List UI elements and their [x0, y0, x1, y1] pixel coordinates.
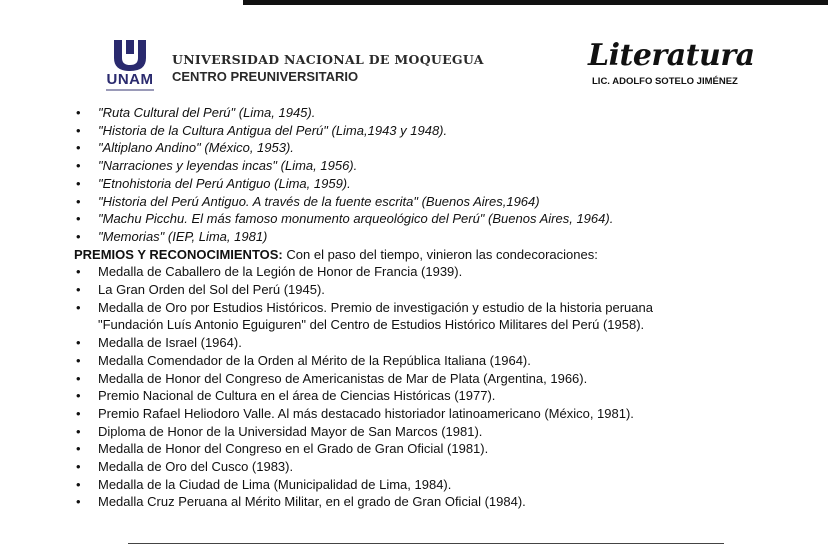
award-line: • Diploma de Honor de la Universidad Mayor de San Marcos (1981).: [98, 423, 483, 439]
subject-title: Literatura: [588, 38, 755, 73]
award-line: • Medalla de Honor del Congreso en el Grado de Gran Oficial (1981).: [98, 441, 489, 457]
award-line: • Medalla de Israel (1964).: [98, 335, 242, 351]
logo-underline: [106, 89, 154, 91]
award-item: [74, 440, 774, 458]
award-item: [74, 281, 774, 299]
work-detail: (Lima, 1956).: [277, 158, 358, 174]
work-title: "Ruta Cultural del Perú": [98, 105, 236, 120]
work-detail: (Lima,1943 y 1948).: [327, 122, 448, 138]
center-name: CENTRO PREUNIVERSITARIO: [172, 69, 359, 84]
award-line: • Medalla de Oro por Estudios Históricos. Premio de investigación y estudio de la historia peruana: [98, 299, 653, 315]
awards-intro: Con el paso del tiempo, vinieron las condecoraciones:: [282, 246, 598, 262]
top-rule: [243, 0, 828, 5]
unam-logo: [100, 38, 160, 94]
award-item: [74, 423, 774, 441]
work-detail: (IEP, Lima, 1981): [164, 228, 268, 244]
work-item: [74, 122, 774, 140]
work-detail: (Lima, 1945).: [235, 105, 316, 120]
work-title: "Narraciones y leyendas incas": [98, 158, 278, 174]
award-item: [74, 405, 774, 423]
work-title: "Memorias": [98, 228, 165, 244]
bottom-rule: [128, 543, 724, 544]
award-item: [74, 458, 774, 476]
work-item: [74, 104, 774, 122]
work-detail: (Lima, 1959).: [270, 175, 351, 191]
award-line: "Fundación Luís Antonio Eguiguren" del Centro de Estudios Histórico Militares del Perú (1958).: [98, 317, 645, 333]
awards-heading-line: [74, 246, 774, 264]
award-line: • Premio Nacional de Cultura en el área de Ciencias Históricas (1977).: [98, 388, 496, 404]
work-title: "Historia del Perú Antiguo. A través de la fuente escrita": [98, 193, 418, 209]
work-title: "Altiplano Andino": [98, 140, 201, 156]
work-item: [74, 193, 774, 211]
award-item: [74, 299, 774, 334]
award-line: • La Gran Orden del Sol del Perú (1945).: [98, 282, 325, 298]
award-line: • Medalla de Oro del Cusco (1983).: [98, 459, 294, 475]
work-title: "Machu Picchu. El más famoso monumento arqueológico del Perú": [98, 211, 485, 227]
award-item: [74, 387, 774, 405]
work-detail: (Buenos Aires,1964): [417, 193, 540, 209]
university-name: UNIVERSIDAD NACIONAL DE MOQUEGUA: [172, 52, 484, 67]
work-detail: (México, 1953).: [200, 140, 294, 156]
work-title: "Historia de la Cultura Antigua del Perú": [98, 122, 328, 138]
award-line: • Medalla Cruz Peruana al Mérito Militar, en el grado de Gran Oficial (1984).: [98, 494, 526, 510]
teacher-name: LIC. ADOLFO SOTELO JIMÉNEZ: [592, 76, 738, 87]
award-item: [74, 493, 774, 511]
award-line: • Medalla Comendador de la Orden al Mérito de la República Italiana (1964).: [98, 352, 531, 368]
work-detail: (Buenos Aires, 1964).: [484, 211, 614, 227]
logo-text: UNAM: [106, 71, 154, 88]
award-item: [74, 352, 774, 370]
document-body: [74, 104, 774, 511]
work-item: [74, 175, 774, 193]
awards-heading: PREMIOS Y RECONOCIMIENTOS:: [74, 246, 283, 262]
work-item: [74, 139, 774, 157]
award-item: [74, 370, 774, 388]
award-item: [74, 476, 774, 494]
unam-emblem-icon: [112, 38, 148, 72]
awards-list: [74, 263, 774, 511]
award-line: • Medalla de Honor del Congreso de Americanistas de Mar de Plata (Argentina, 1966).: [98, 370, 588, 386]
award-line: • Medalla de la Ciudad de Lima (Municipalidad de Lima, 1984).: [98, 476, 452, 492]
award-item: [74, 263, 774, 281]
work-item: [74, 228, 774, 246]
award-line: • Medalla de Caballero de la Legión de Honor de Francia (1939).: [98, 264, 463, 280]
work-item: [74, 157, 774, 175]
work-item: [74, 210, 774, 228]
works-list: [74, 104, 774, 246]
award-item: [74, 334, 774, 352]
work-title: "Etnohistoria del Perú Antiguo: [98, 175, 271, 191]
award-line: • Premio Rafael Heliodoro Valle. Al más destacado historiador latinoamericano (México, 1981).: [98, 405, 634, 421]
